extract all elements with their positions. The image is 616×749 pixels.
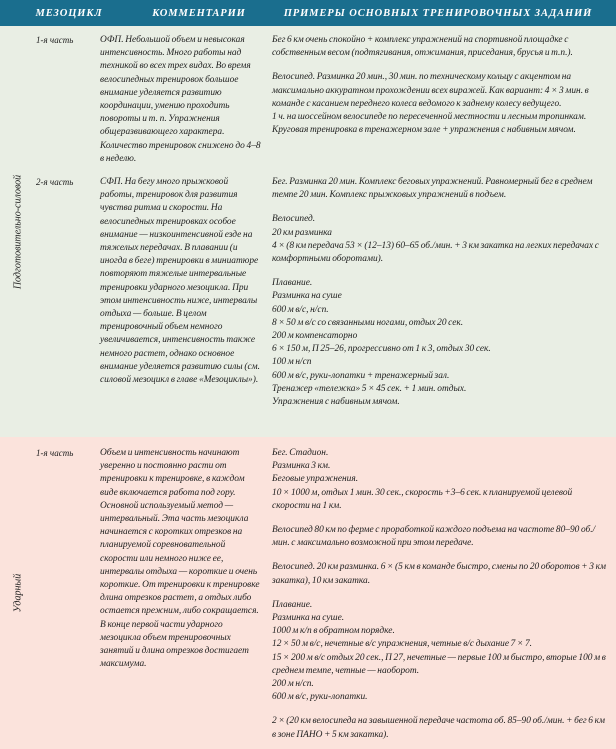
section-label-preparatory-strength: Подготовительно-силовой <box>12 174 24 289</box>
row-comment-text: ОФП. Небольшой объем и невысокая интенсивность. Много работы над техникой во всех трех видах. Во время велосипедных тренировок большое внимание уделяется развитию координации, умению проходить повороты и т. п. Упражнения общеразвивающего характера. Количество тренировок снижено до 4–8 в неделю. <box>100 35 261 164</box>
task-paragraph <box>272 34 610 60</box>
task-line: Велосипед. <box>272 214 316 225</box>
task-line: Упражнения с набивным мячом. <box>272 397 400 408</box>
task-line: Бег 6 км очень спокойно + комплекс упражнений на спортивной площадке с собственным весом (подтягивания, отжимания, приседания, брусья и т.п.). <box>272 35 573 59</box>
task-line: 8 × 50 м в/с со связанными ногами, отдых 20 сек. <box>272 317 464 328</box>
task-line: Круговая тренировка в тренажерном зале + упражнения с набивным мячом. <box>272 125 576 136</box>
task-line: 600 м в/с, н/сп. <box>272 304 329 315</box>
task-paragraph <box>272 447 610 513</box>
task-line: Разминка 3 км. <box>272 461 331 472</box>
task-line: 20 км разминка <box>272 227 332 238</box>
task-line: 12 × 50 м в/с, нечетные в/с упражнения, четные в/с дыхание 7 × 7. <box>272 639 533 650</box>
row-part-label: 1-я часть <box>36 448 74 458</box>
row-tasks <box>272 176 616 409</box>
task-line: Бег. Разминка 20 мин. Комплекс беговых упражнений. Равномерный бег в среднем темпе 20 мин. Комплекс прыжковых упражнений в подъем. <box>272 177 593 201</box>
task-line: 600 м в/с, руки-лопатки + тренажерный зал. <box>272 370 450 381</box>
section-rows-shock <box>36 437 616 749</box>
task-line: Разминка на суше <box>272 291 342 302</box>
task-paragraph <box>272 599 610 705</box>
section-rail-preparatory-strength <box>0 26 36 437</box>
task-paragraph <box>272 71 610 137</box>
task-paragraph <box>272 176 610 202</box>
task-line: 200 м н/сп. <box>272 679 314 690</box>
row-tasks <box>272 447 616 742</box>
table-row <box>36 176 616 409</box>
task-line: Велосипед. Разминка 20 мин., 30 мин. по техническому кольцу с акцентом на максимально аккуратном прохождении всех виражей. Как вариант: 4 × 3 мин. в команде с касанием переднего колеса ведомого к заднему колесу ведущего. <box>272 72 589 109</box>
task-line: Плавание. <box>272 278 313 289</box>
section-preparatory-strength <box>0 26 616 437</box>
table-header-row <box>0 0 616 26</box>
column-header-mesocycle: МЕЗОЦИКЛ <box>35 7 103 19</box>
task-line: Плавание. <box>272 599 313 610</box>
task-line: 1000 м к/п в обратном порядке. <box>272 626 395 637</box>
task-line: 2 × (20 км велосипеда на завышенной передаче частота об. 85–90 об./мин. + бег 6 км в зоне ПАНО + 5 км закатка). <box>272 716 605 740</box>
table-row <box>36 437 616 742</box>
task-line: 600 м в/с, руки-лопатки. <box>272 692 368 703</box>
task-line: 4 × (8 км передача 53 × (12–13) 60–65 об./мин. + 3 км закатка на легких передачах с комфортными оборотами). <box>272 240 599 265</box>
row-part-label: 2-я часть <box>36 177 74 188</box>
task-line: Беговые упражнения. <box>272 474 359 485</box>
section-rows-preparatory-strength <box>36 26 616 437</box>
section-shock <box>0 437 616 749</box>
row-spacer <box>36 166 616 176</box>
task-line: Велосипед 80 км по ферме с проработкой каждого подъема на частоте 80–90 об./мин. с максимально возможной при этом передаче. <box>272 525 596 549</box>
row-comment-text: Объем и интенсивность начинают уверенно и постоянно расти от тренировки к тренировке, в каждом виде включается работа под гору. Основной используемый метод — интервальный. Эта часть мезоцикла начинается с коротких отрезков на планируемой соревновательной скорости или немного ниже ее, интервалы отдыха — короткие и очень короткие. От тренировки к тренировке длина отрезков растет, а отдых либо остается прежним, либо сокращается. В конце первой части ударного мезоцикла объем тренировочных занятий и длина отрезков достигает максимума. <box>100 448 260 670</box>
task-paragraph <box>272 213 610 266</box>
row-tasks <box>272 34 616 137</box>
task-line: Тренажер «тележка» 5 × 45 сек. + 1 мин. отдых. <box>272 383 467 394</box>
task-line: 15 × 200 м в/с отдых 20 сек., П 27, нечетные — первые 100 м быстро, вторые 100 м в среднем темпе, четные — наоборот. <box>272 652 606 676</box>
table-row <box>36 26 616 166</box>
row-part-label: 1-я часть <box>36 35 74 45</box>
task-paragraph <box>272 277 610 409</box>
section-rail-shock <box>0 437 36 749</box>
section-label-shock: Ударный <box>12 573 24 613</box>
task-line: 6 × 150 м, П 25–26, прогрессивно от 1 к 3, отдых 30 сек. <box>272 344 491 355</box>
column-header-comments: КОММЕНТАРИИ <box>152 7 246 19</box>
task-line: 1 ч. на шоссейном велосипеде по пересеченной местности и лесным тропинкам. <box>272 112 587 123</box>
column-header-examples: ПРИМЕРЫ ОСНОВНЫХ ТРЕНИРОВОЧНЫХ ЗАДАНИЙ <box>283 7 593 19</box>
task-paragraph <box>272 715 610 741</box>
task-paragraph <box>272 524 610 550</box>
task-line: Велосипед. 20 км разминка. 6 × (5 км в команде быстро, смены по 20 оборотов + 3 км закатка), 10 км закатка. <box>272 562 606 586</box>
task-line: 200 м компенсаторно <box>272 331 358 342</box>
task-line: 100 м н/сп <box>272 357 312 368</box>
task-line: Бег. Стадион. <box>272 448 329 458</box>
task-paragraph <box>272 561 610 587</box>
task-line: Разминка на суше. <box>272 613 345 624</box>
row-comment-text: СФП. На бегу много прыжковой работы, тренировок для развития чувства ритма и скорости. На велосипедных тренировках особое внимание — низкоинтенсивной езде на тяжелых передачах. В плавании (и иногда в беге) тренировки в миниатюре повторяют тяжелые интервальные тренировки ударного мезоцикла. При этом интенсивность ниже, интервалы отдыха — больше. В целом тренировочный объем немного увеличивается, интенсивность также немного растет, однако основное внимание уделяется развитию силы (см. силовой мезоцикл в главе «Мезоциклы»). <box>100 177 260 386</box>
task-line: 10 × 1000 м, отдых 1 мин. 30 сек., скорость +3–6 сек. к планируемой целевой скорости на 1 км. <box>272 487 573 511</box>
